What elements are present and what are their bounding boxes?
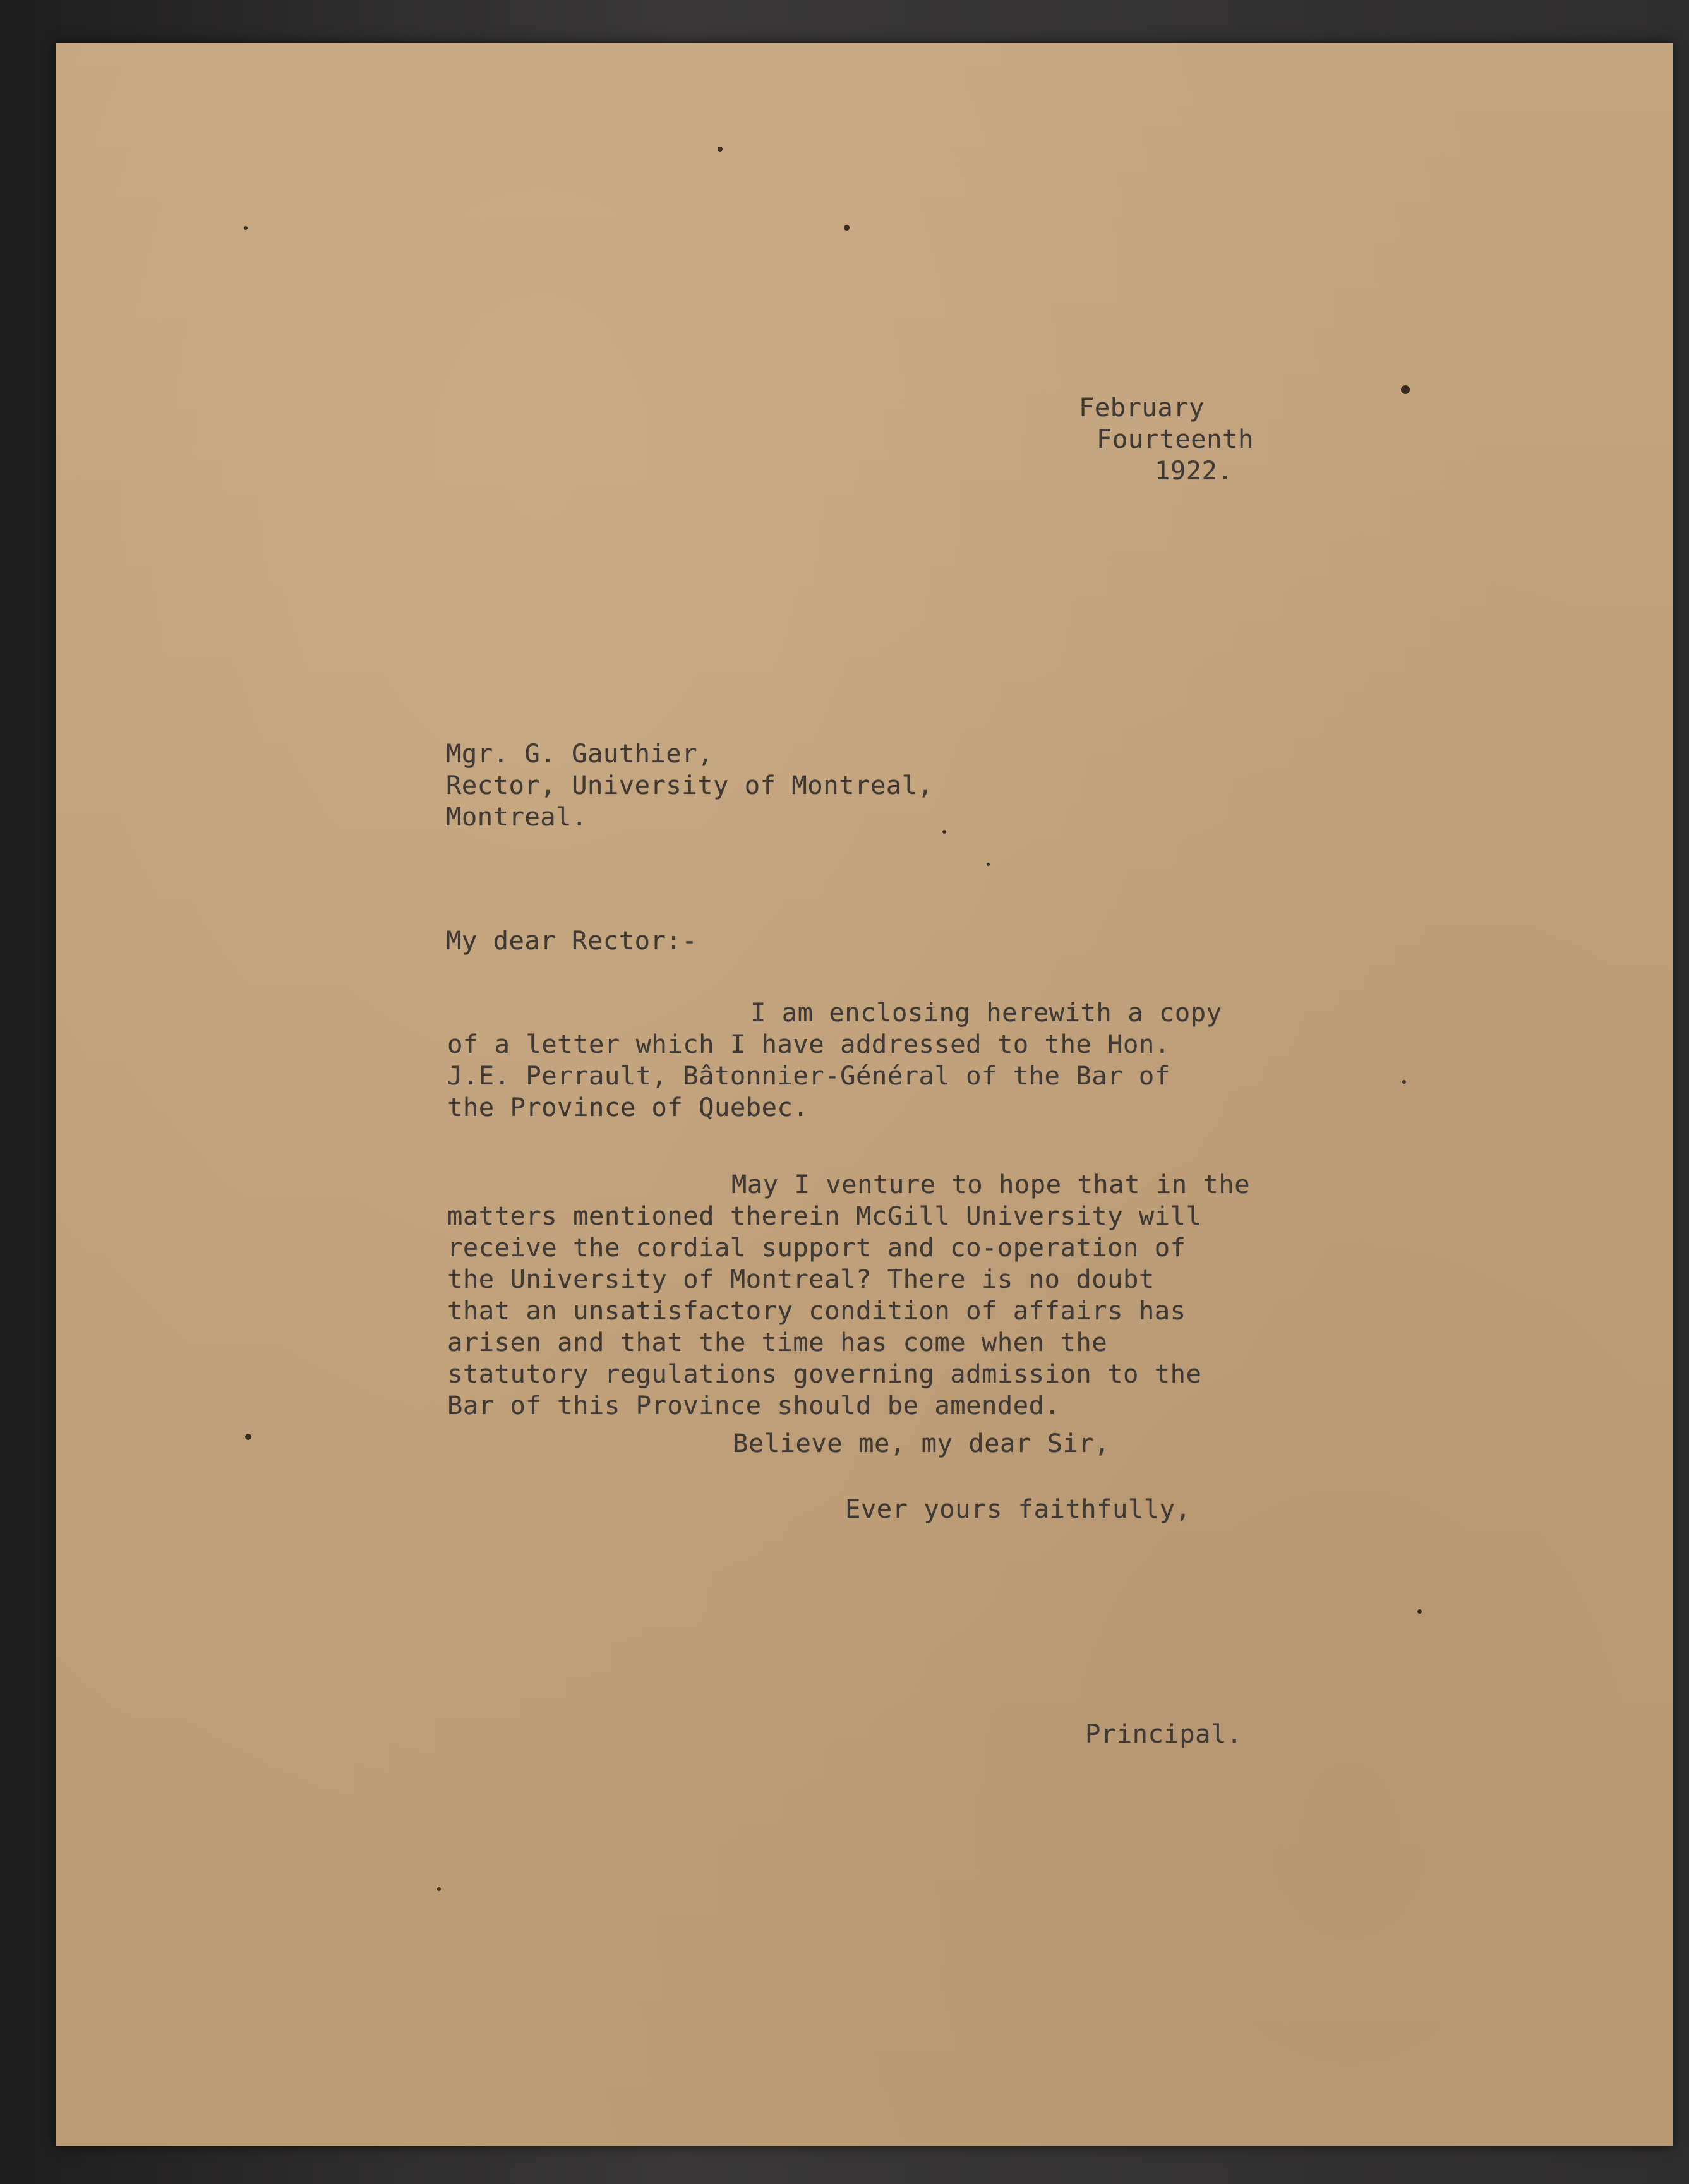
- paragraph-request: [447, 1168, 1250, 1421]
- paragraph-line: Bar of this Province should be amended.: [447, 1390, 1061, 1420]
- closing-valediction: Ever yours faithfully,: [845, 1494, 1191, 1524]
- paragraph-line: statutory regulations governing admission to the: [447, 1359, 1202, 1389]
- paper-speck: [1417, 1609, 1422, 1614]
- letter-sheet: [56, 43, 1673, 2146]
- recipient-city: Montreal.: [446, 801, 587, 832]
- recipient-name: Mgr. G. Gauthier,: [446, 738, 714, 769]
- date-block: [1079, 392, 1254, 486]
- paragraph-line: of a letter which I have addressed to the Hon.: [447, 1029, 1170, 1059]
- paper-speck: [942, 830, 946, 834]
- paper-speck: [844, 225, 850, 231]
- paragraph-line: I am enclosing herewith a copy: [750, 997, 1222, 1028]
- paper-speck: [244, 226, 248, 230]
- recipient-address: [446, 738, 933, 832]
- paragraph-line: the University of Montreal? There is no doubt: [447, 1264, 1155, 1294]
- paper-speck: [1402, 1080, 1406, 1084]
- paragraph-line: the Province of Quebec.: [447, 1092, 809, 1122]
- paper-speck: [245, 1434, 251, 1440]
- paragraph-enclosure: [447, 997, 1222, 1123]
- date-year: 1922.: [1155, 455, 1234, 486]
- date-day: Fourteenth: [1097, 424, 1254, 454]
- paper-speck: [1401, 385, 1410, 394]
- date-month: February: [1079, 392, 1205, 423]
- paragraph-line: May I venture to hope that in the: [731, 1169, 1251, 1199]
- salutation: My dear Rector:-: [446, 925, 698, 956]
- paragraph-line: that an unsatisfactory condition of affairs has: [447, 1295, 1186, 1326]
- signature-title: Principal.: [1085, 1719, 1242, 1749]
- paragraph-line: receive the cordial support and co-operation of: [447, 1232, 1186, 1263]
- recipient-title: Rector, University of Montreal,: [446, 770, 934, 800]
- closing-salutation: Believe me, my dear Sir,: [733, 1428, 1110, 1458]
- paragraph-line: matters mentioned therein McGill University will: [447, 1201, 1202, 1231]
- paragraph-line: arisen and that the time has come when the: [447, 1327, 1108, 1357]
- paragraph-line: J.E. Perrault, Bâtonnier-Général of the Bar of: [447, 1060, 1170, 1091]
- paper-speck: [718, 147, 723, 152]
- paper-speck: [437, 1887, 441, 1891]
- paper-speck: [987, 863, 990, 866]
